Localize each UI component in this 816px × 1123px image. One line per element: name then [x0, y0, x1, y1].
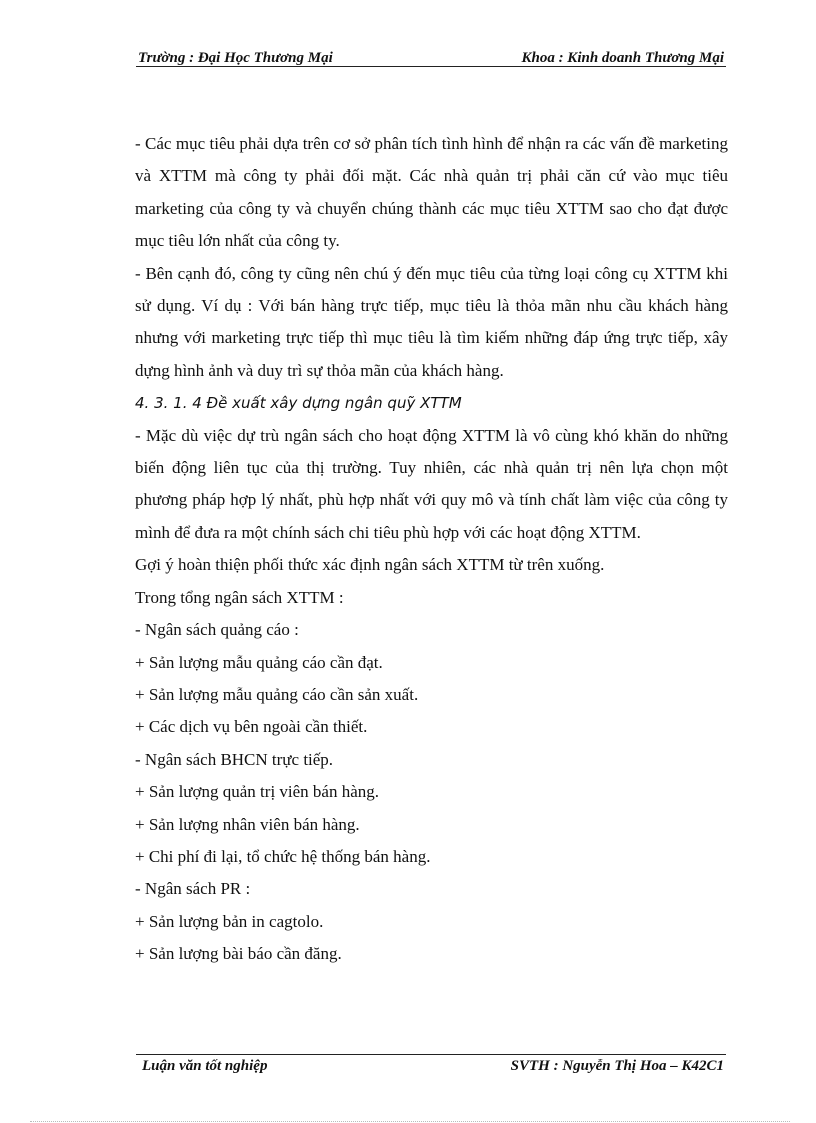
footer-student: SVTH : Nguyễn Thị Hoa – K42C1: [510, 1058, 724, 1074]
list-line: - Ngân sách PR :: [135, 879, 251, 899]
paragraph-tool-objectives: - Bên cạnh đó, công ty cũng nên chú ý đến mục tiêu của từng loại công cụ XTTM khi sử dụng. Ví dụ : Với bán hàng trực tiếp, mục tiêu là thỏa mãn nhu cầu khách hàng nhưng với marketing trực tiếp thì mục tiêu là tìm kiếm những đáp ứng trực tiếp, xây dựng hình ảnh và duy trì sự thỏa mãn của khách hàng.: [135, 263, 728, 380]
list-line: + Chi phí đi lại, tổ chức hệ thống bán hàng.: [135, 846, 431, 866]
page-edge: [30, 1121, 790, 1122]
list-line: - Ngân sách BHCN trực tiếp.: [135, 749, 334, 769]
list-line: Trong tổng ngân sách XTTM :: [135, 587, 344, 607]
list-line: Gợi ý hoàn thiện phối thức xác định ngân sách XTTM từ trên xuống.: [135, 555, 605, 575]
page-footer: [136, 1058, 726, 1078]
section-heading: 4. 3. 1. 4 Đề xuất xây dựng ngân quỹ XTTM: [135, 394, 462, 413]
header-faculty: Khoa : Kinh doanh Thương Mại: [521, 50, 724, 66]
list-line: + Sản lượng nhân viên bán hàng.: [135, 814, 360, 834]
list-line: + Sản lượng quản trị viên bán hàng.: [135, 782, 380, 802]
header-school: Trường : Đại Học Thương Mại: [138, 50, 333, 66]
list-line: + Sản lượng bài báo cần đăng.: [135, 944, 342, 964]
list-line: + Sản lượng mẫu quảng cáo cần sản xuất.: [135, 684, 419, 704]
paragraph-objectives: - Các mục tiêu phải dựa trên cơ sở phân tích tình hình để nhận ra các vấn đề marketing và XTTM mà công ty phải đối mặt. Các nhà quản trị phải căn cứ vào mục tiêu marketing của công ty và chuyển chúng thành các mục tiêu XTTM sao cho đạt được mục tiêu lớn nhất của công ty.: [135, 134, 728, 251]
paragraph-budget: - Mặc dù việc dự trù ngân sách cho hoạt động XTTM là vô cùng khó khăn do những biến động liên tục của thị trường. Tuy nhiên, các nhà quản trị nên lựa chọn một phương pháp hợp lý nhất, phù hợp nhất với quy mô và tính chất làm việc của công ty mình để đưa ra một chính sách chi tiêu phù hợp với các hoạt động XTTM.: [135, 425, 728, 542]
list-line: - Ngân sách quảng cáo :: [135, 620, 299, 640]
footer-divider: [136, 1054, 726, 1055]
list-line: + Các dịch vụ bên ngoài cần thiết.: [135, 717, 368, 737]
document-body: [135, 128, 728, 971]
list-line: + Sản lượng bản in cagtolo.: [135, 911, 324, 931]
page-header: [136, 50, 726, 70]
footer-thesis: Luận văn tốt nghiệp: [142, 1058, 268, 1074]
header-divider: [136, 66, 726, 67]
list-line: + Sản lượng mẫu quảng cáo cần đạt.: [135, 652, 383, 672]
